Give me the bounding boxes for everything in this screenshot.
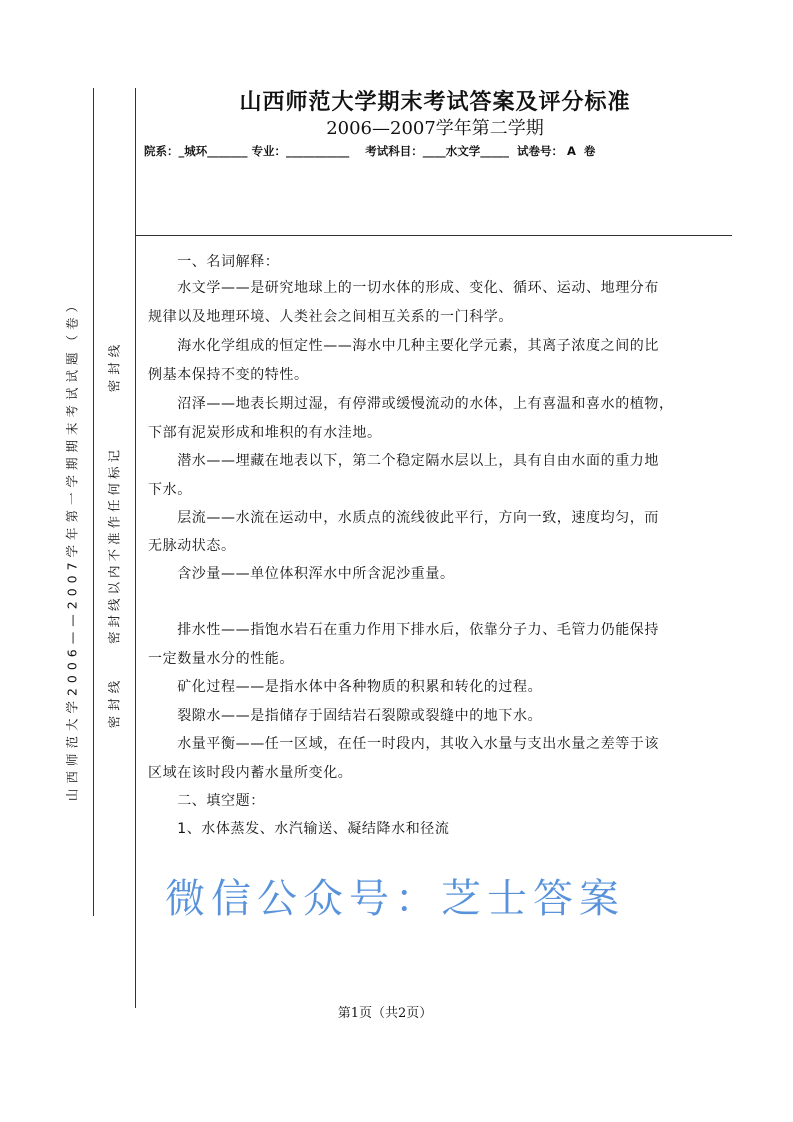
body-line: 区域在该时段内蓄水量所变化。: [148, 765, 353, 781]
semester-subtitle: 2006—2007学年第二学期: [326, 118, 544, 139]
body-line: 二、填空题：: [148, 793, 265, 809]
exam-info-line: 院系：_城环_______ 专业：___________ 考试科目：____水文学_____ 试卷号： A 卷: [144, 144, 596, 158]
body-line: 层流——水流在运动中，水质点的流线彼此平行，方向一致，速度均匀，而: [148, 510, 659, 526]
body-line: 下水。: [148, 482, 192, 498]
body-line: 海水化学组成的恒定性——海水中几种主要化学元素，其离子浓度之间的比: [148, 338, 659, 354]
body-line: 1、水体蒸发、水汽输送、凝结降水和径流: [148, 821, 450, 837]
side-seal-bottom: 密封线: [106, 675, 122, 729]
body-line: 一定数量水分的性能。: [148, 651, 294, 667]
body-line: 裂隙水——是指储存于固结岩石裂隙或裂缝中的地下水。: [148, 708, 543, 724]
body-line: 潜水——埋藏在地表以下，第二个稳定隔水层以上，具有自由水面的重力地: [148, 453, 659, 469]
margin-line-inner: [135, 88, 136, 1008]
body-line: 排水性——指饱水岩石在重力作用下排水后，依靠分子力、毛管力仍能保持: [148, 622, 659, 638]
body-line: 水量平衡——任一区域，在任一时段内，其收入水量与支出水量之差等于该: [148, 736, 659, 752]
side-exam-label: 山西师范大学2006——2007学年第一学期期末考试试题（卷）: [64, 294, 80, 802]
side-seal-top: 密封线: [106, 339, 122, 393]
watermark: 微信公众号：芝士答案: [165, 876, 625, 922]
body-line: 含沙量——单位体积浑水中所含泥沙重量。: [148, 566, 455, 582]
body-line: 无脉动状态。: [148, 538, 236, 554]
body-line: 规律以及地理环境、人类社会之间相互关系的一门科学。: [148, 309, 513, 325]
body-line: 一、名词解释：: [148, 254, 280, 270]
body-line: 矿化过程——是指水体中各种物质的积累和转化的过程。: [148, 679, 543, 695]
body-line: 沼泽——地表长期过湿，有停滞或缓慢流动的水体，上有喜温和喜水的植物，: [148, 396, 674, 412]
margin-line-outer: [93, 88, 94, 916]
body-line: 水文学——是研究地球上的一切水体的形成、变化、循环、运动、地理分布: [148, 280, 659, 296]
side-seal-middle: 密封线以内不准作任何标记: [106, 445, 122, 645]
page-footer: 第1页（共2页）: [337, 1006, 433, 1021]
body-line: 例基本保持不变的特性。: [148, 367, 309, 383]
page-title: 山西师范大学期末考试答案及评分标准: [239, 90, 631, 115]
body-line: 下部有泥炭形成和堆积的有水洼地。: [148, 425, 382, 441]
header-divider: [135, 235, 732, 236]
